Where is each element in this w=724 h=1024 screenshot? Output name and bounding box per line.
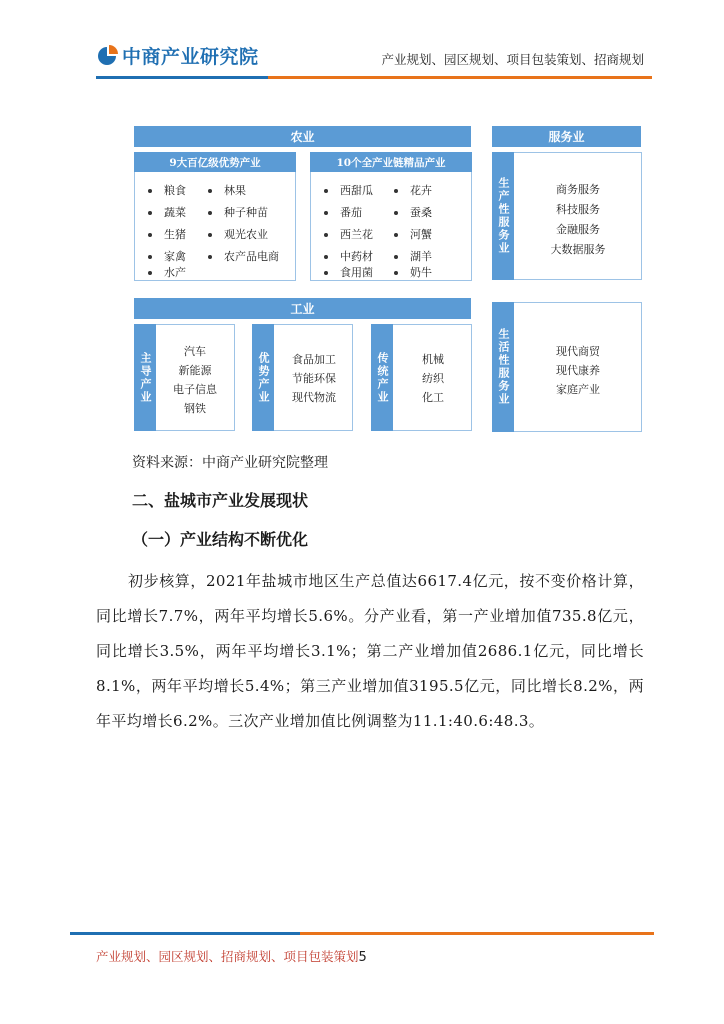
life-service-label: 生活性服务业 [492, 302, 514, 432]
page-footer [96, 947, 367, 965]
list-item: 生猪 [148, 226, 186, 242]
header-tagline: 产业规划、园区规划、项目包装策划、招商规划 [381, 52, 644, 67]
list-item: 粮食 [148, 182, 186, 198]
list-item: 西兰花 [324, 226, 373, 242]
list-item: 农产品电商 [208, 248, 279, 264]
list-item: 番茄 [324, 204, 362, 220]
list-item: 汽车 [184, 345, 206, 358]
list-item: 大数据服务 [550, 243, 606, 256]
header-rule-orange [268, 76, 652, 79]
list-item: 电子信息 [173, 383, 217, 396]
list-item: 纺织 [422, 372, 444, 385]
list-item: 西甜瓜 [324, 182, 373, 198]
list-item: 化工 [422, 391, 444, 404]
traditional-industry-list [395, 350, 471, 407]
body-paragraph: 初步核算，2021年盐城市地区生产总值达6617.4亿元，按不变价格计算，同比增长7.7%，两年平均增长5.6%。分产业看，第一产业增加值735.8亿元，同比增长3.5%，两年平均增长3.1%；第二产业增加值2686.1亿元，同比增长8.1%，两年平均增长5.4%；第三产业增加值3195.5亿元，同比增长8.2%，两年平均增长6.2%。三次产业增加值比例调整为11.1:40.6:48.3。 [96, 572, 644, 730]
logo-icon [96, 45, 118, 67]
subsection-title: （一）产业结构不断优化 [132, 530, 309, 549]
list-item: 蚕桑 [394, 204, 432, 220]
footer-rule-blue [70, 932, 300, 935]
advantage-industry-list [276, 350, 352, 407]
industry-structure-diagram [132, 124, 644, 434]
leading-industry-label: 主导产业 [134, 324, 156, 431]
agriculture-group1-title: 9大百亿级优势产业 [134, 152, 296, 172]
list-item: 节能环保 [292, 372, 336, 385]
list-item: 商务服务 [556, 183, 600, 196]
traditional-industry-label: 传统产业 [371, 324, 393, 431]
agriculture-title: 农业 [134, 126, 471, 147]
agriculture-group2-title: 10个全产业链精品产业 [310, 152, 472, 172]
logo-text: 中商产业研究院 [122, 46, 259, 68]
section-title: 二、盐城市产业发展现状 [132, 491, 309, 510]
list-item: 河蟹 [394, 226, 432, 242]
header-rule-blue [96, 76, 268, 79]
list-item: 中药材 [324, 248, 373, 264]
list-item: 食品加工 [292, 353, 336, 366]
list-item: 科技服务 [556, 203, 600, 216]
page-number: 5 [358, 950, 367, 965]
list-item: 食用菌 [324, 264, 373, 280]
advantage-industry-label: 优势产业 [252, 324, 274, 431]
producer-service-label: 生产性服务业 [492, 152, 514, 280]
list-item: 湖羊 [394, 248, 432, 264]
leading-industry-list [158, 342, 232, 418]
list-item: 现代物流 [292, 391, 336, 404]
page-header [0, 0, 724, 90]
list-item: 现代康养 [556, 364, 600, 377]
life-service-list [516, 342, 640, 399]
list-item: 水产 [148, 264, 186, 280]
list-item: 奶牛 [394, 264, 432, 280]
list-item: 家庭产业 [556, 383, 600, 396]
footer-tagline: 产业规划、园区规划、招商规划、项目包装策划 [96, 949, 359, 964]
list-item: 机械 [422, 353, 444, 366]
list-item: 金融服务 [556, 223, 600, 236]
source-note: 资料来源：中商产业研究院整理 [132, 455, 328, 471]
logo [96, 42, 259, 69]
list-item: 新能源 [178, 364, 212, 377]
producer-service-list [516, 180, 640, 260]
list-item: 林果 [208, 182, 246, 198]
list-item: 蔬菜 [148, 204, 186, 220]
list-item: 现代商贸 [556, 345, 600, 358]
list-item: 观光农业 [208, 226, 268, 242]
list-item: 家禽 [148, 248, 186, 264]
list-item: 钢铁 [184, 402, 206, 415]
footer-rule-orange [300, 932, 654, 935]
list-item: 花卉 [394, 182, 432, 198]
service-title: 服务业 [492, 126, 641, 147]
industry-title: 工业 [134, 298, 471, 319]
list-item: 种子种苗 [208, 204, 268, 220]
